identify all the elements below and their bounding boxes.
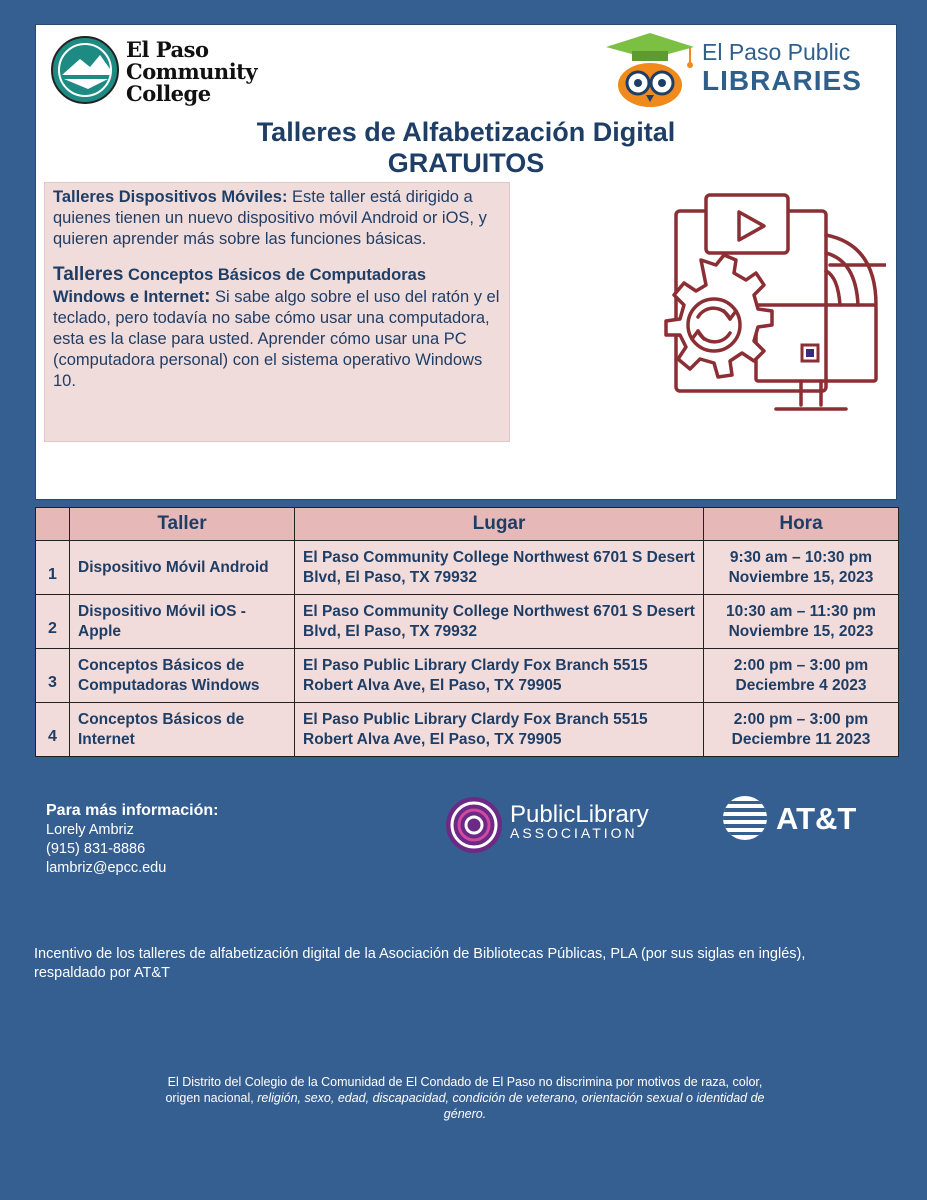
table-row	[36, 595, 899, 649]
nondiscrimination-italic: religión, sexo, edad, discapacidad, condición de veterano, orientación sexual o identidad de género.	[257, 1091, 765, 1121]
header-panel	[35, 24, 897, 500]
row-hora-date: Deciembre 4 2023	[735, 676, 867, 694]
page-title	[36, 117, 896, 179]
table-row	[36, 541, 899, 595]
row-number: 2	[36, 595, 70, 649]
pla-name: PublicLibrary	[510, 801, 649, 828]
epcc-line-1: El Paso	[126, 37, 209, 62]
owl-graduate-icon	[602, 29, 698, 109]
pla-logo	[444, 795, 664, 855]
schedule-table	[35, 507, 899, 757]
pla-association: ASSOCIATION	[510, 825, 638, 841]
col-header-taller: Taller	[70, 508, 295, 541]
att-wordmark: AT&T	[776, 801, 857, 836]
epl-line-1: El Paso Public	[702, 39, 851, 65]
row-taller: Dispositivo Móvil Android	[70, 541, 295, 595]
row-lugar: El Paso Public Library Clardy Fox Branch 5515 Robert Alva Ave, El Paso, TX 79905	[295, 649, 704, 703]
contact-email: lambriz@epcc.edu	[46, 860, 167, 876]
row-hora	[704, 703, 899, 757]
epl-line-2: LIBRARIES	[702, 65, 862, 96]
row-lugar: El Paso Community College Northwest 6701 S Desert Blvd, El Paso, TX 79932	[295, 541, 704, 595]
pla-rings-icon	[444, 795, 504, 855]
table-row	[36, 703, 899, 757]
nondiscrimination-statement	[150, 1074, 780, 1122]
computer-gear-illustration-icon	[606, 185, 886, 435]
epcc-emblem-icon	[50, 35, 120, 105]
row-number: 4	[36, 703, 70, 757]
epcc-wordmark	[126, 39, 257, 105]
att-globe-icon	[722, 795, 768, 841]
row-taller: Conceptos Básicos de Computadoras Windows	[70, 649, 295, 703]
row-hora	[704, 649, 899, 703]
epcc-logo	[50, 31, 280, 127]
row-hora-date: Noviembre 15, 2023	[728, 568, 874, 586]
col-header-lugar: Lugar	[295, 508, 704, 541]
contact-heading: Para más información:	[46, 802, 219, 819]
mobile-workshop-paragraph	[53, 187, 501, 250]
epl-logo	[602, 29, 882, 109]
computer-workshop-colon: :	[204, 286, 211, 307]
row-hora-date: Noviembre 15, 2023	[728, 622, 874, 640]
computer-workshop-paragraph	[53, 264, 501, 392]
mobile-workshop-heading: Talleres Dispositivos Móviles:	[53, 188, 288, 206]
row-taller: Dispositivo Móvil iOS - Apple	[70, 595, 295, 649]
row-taller: Conceptos Básicos de Internet	[70, 703, 295, 757]
epcc-line-3: College	[126, 81, 211, 106]
computer-workshop-text: Si sabe algo sobre el uso del ratón y el teclado, pero todavía no sabe cómo usar una computadora, esta es la clase para usted. Aprender cómo usar una PC (computadora personal) con el sistema operativo Windows 10.	[53, 288, 500, 390]
row-hora-date: Deciembre 11 2023	[731, 730, 871, 748]
col-header-hora: Hora	[704, 508, 899, 541]
row-hora-time: 10:30 am – 11:30 pm	[726, 602, 876, 620]
row-number: 3	[36, 649, 70, 703]
row-number: 1	[36, 541, 70, 595]
nondiscrimination-text: El Distrito del Colegio de la Comunidad de El Condado de El Paso no discrimina por motivos de raza, color, origen nacional,	[165, 1075, 763, 1105]
workshop-description-box	[44, 182, 510, 442]
att-logo	[722, 795, 872, 845]
row-hora	[704, 541, 899, 595]
contact-phone: (915) 831-8886	[46, 841, 146, 857]
row-hora-time: 2:00 pm – 3:00 pm	[733, 710, 869, 728]
col-header-number	[36, 508, 70, 541]
table-header-row	[36, 508, 899, 541]
row-hora	[704, 595, 899, 649]
contact-info	[46, 801, 219, 878]
row-lugar: El Paso Public Library Clardy Fox Branch 5515 Robert Alva Ave, El Paso, TX 79905	[295, 703, 704, 757]
computer-workshop-heading-lead: Talleres	[53, 264, 124, 285]
title-line-2: GRATUITOS	[387, 148, 545, 178]
mobile-workshop-text: Este taller está dirigido a quienes tienen un nuevo dispositivo móvil Android or iOS, y quieren aprender más sobre las funciones básicas.	[53, 188, 487, 248]
incentive-note: Incentivo de los talleres de alfabetización digital de la Asociación de Bibliotecas Públicas, PLA (por sus siglas en inglés), respaldado por AT&T	[34, 946, 806, 981]
table-row	[36, 649, 899, 703]
epcc-line-2: Community	[126, 59, 258, 84]
row-hora-time: 2:00 pm – 3:00 pm	[733, 656, 869, 674]
row-lugar: El Paso Community College Northwest 6701 S Desert Blvd, El Paso, TX 79932	[295, 595, 704, 649]
contact-name: Lorely Ambriz	[46, 822, 134, 838]
computer-workshop-heading: Conceptos Básicos de Computadoras Windows e Internet	[53, 266, 426, 306]
title-line-1: Talleres de Alfabetización Digital	[256, 117, 676, 147]
row-hora-time: 9:30 am – 10:30 pm	[729, 548, 873, 566]
